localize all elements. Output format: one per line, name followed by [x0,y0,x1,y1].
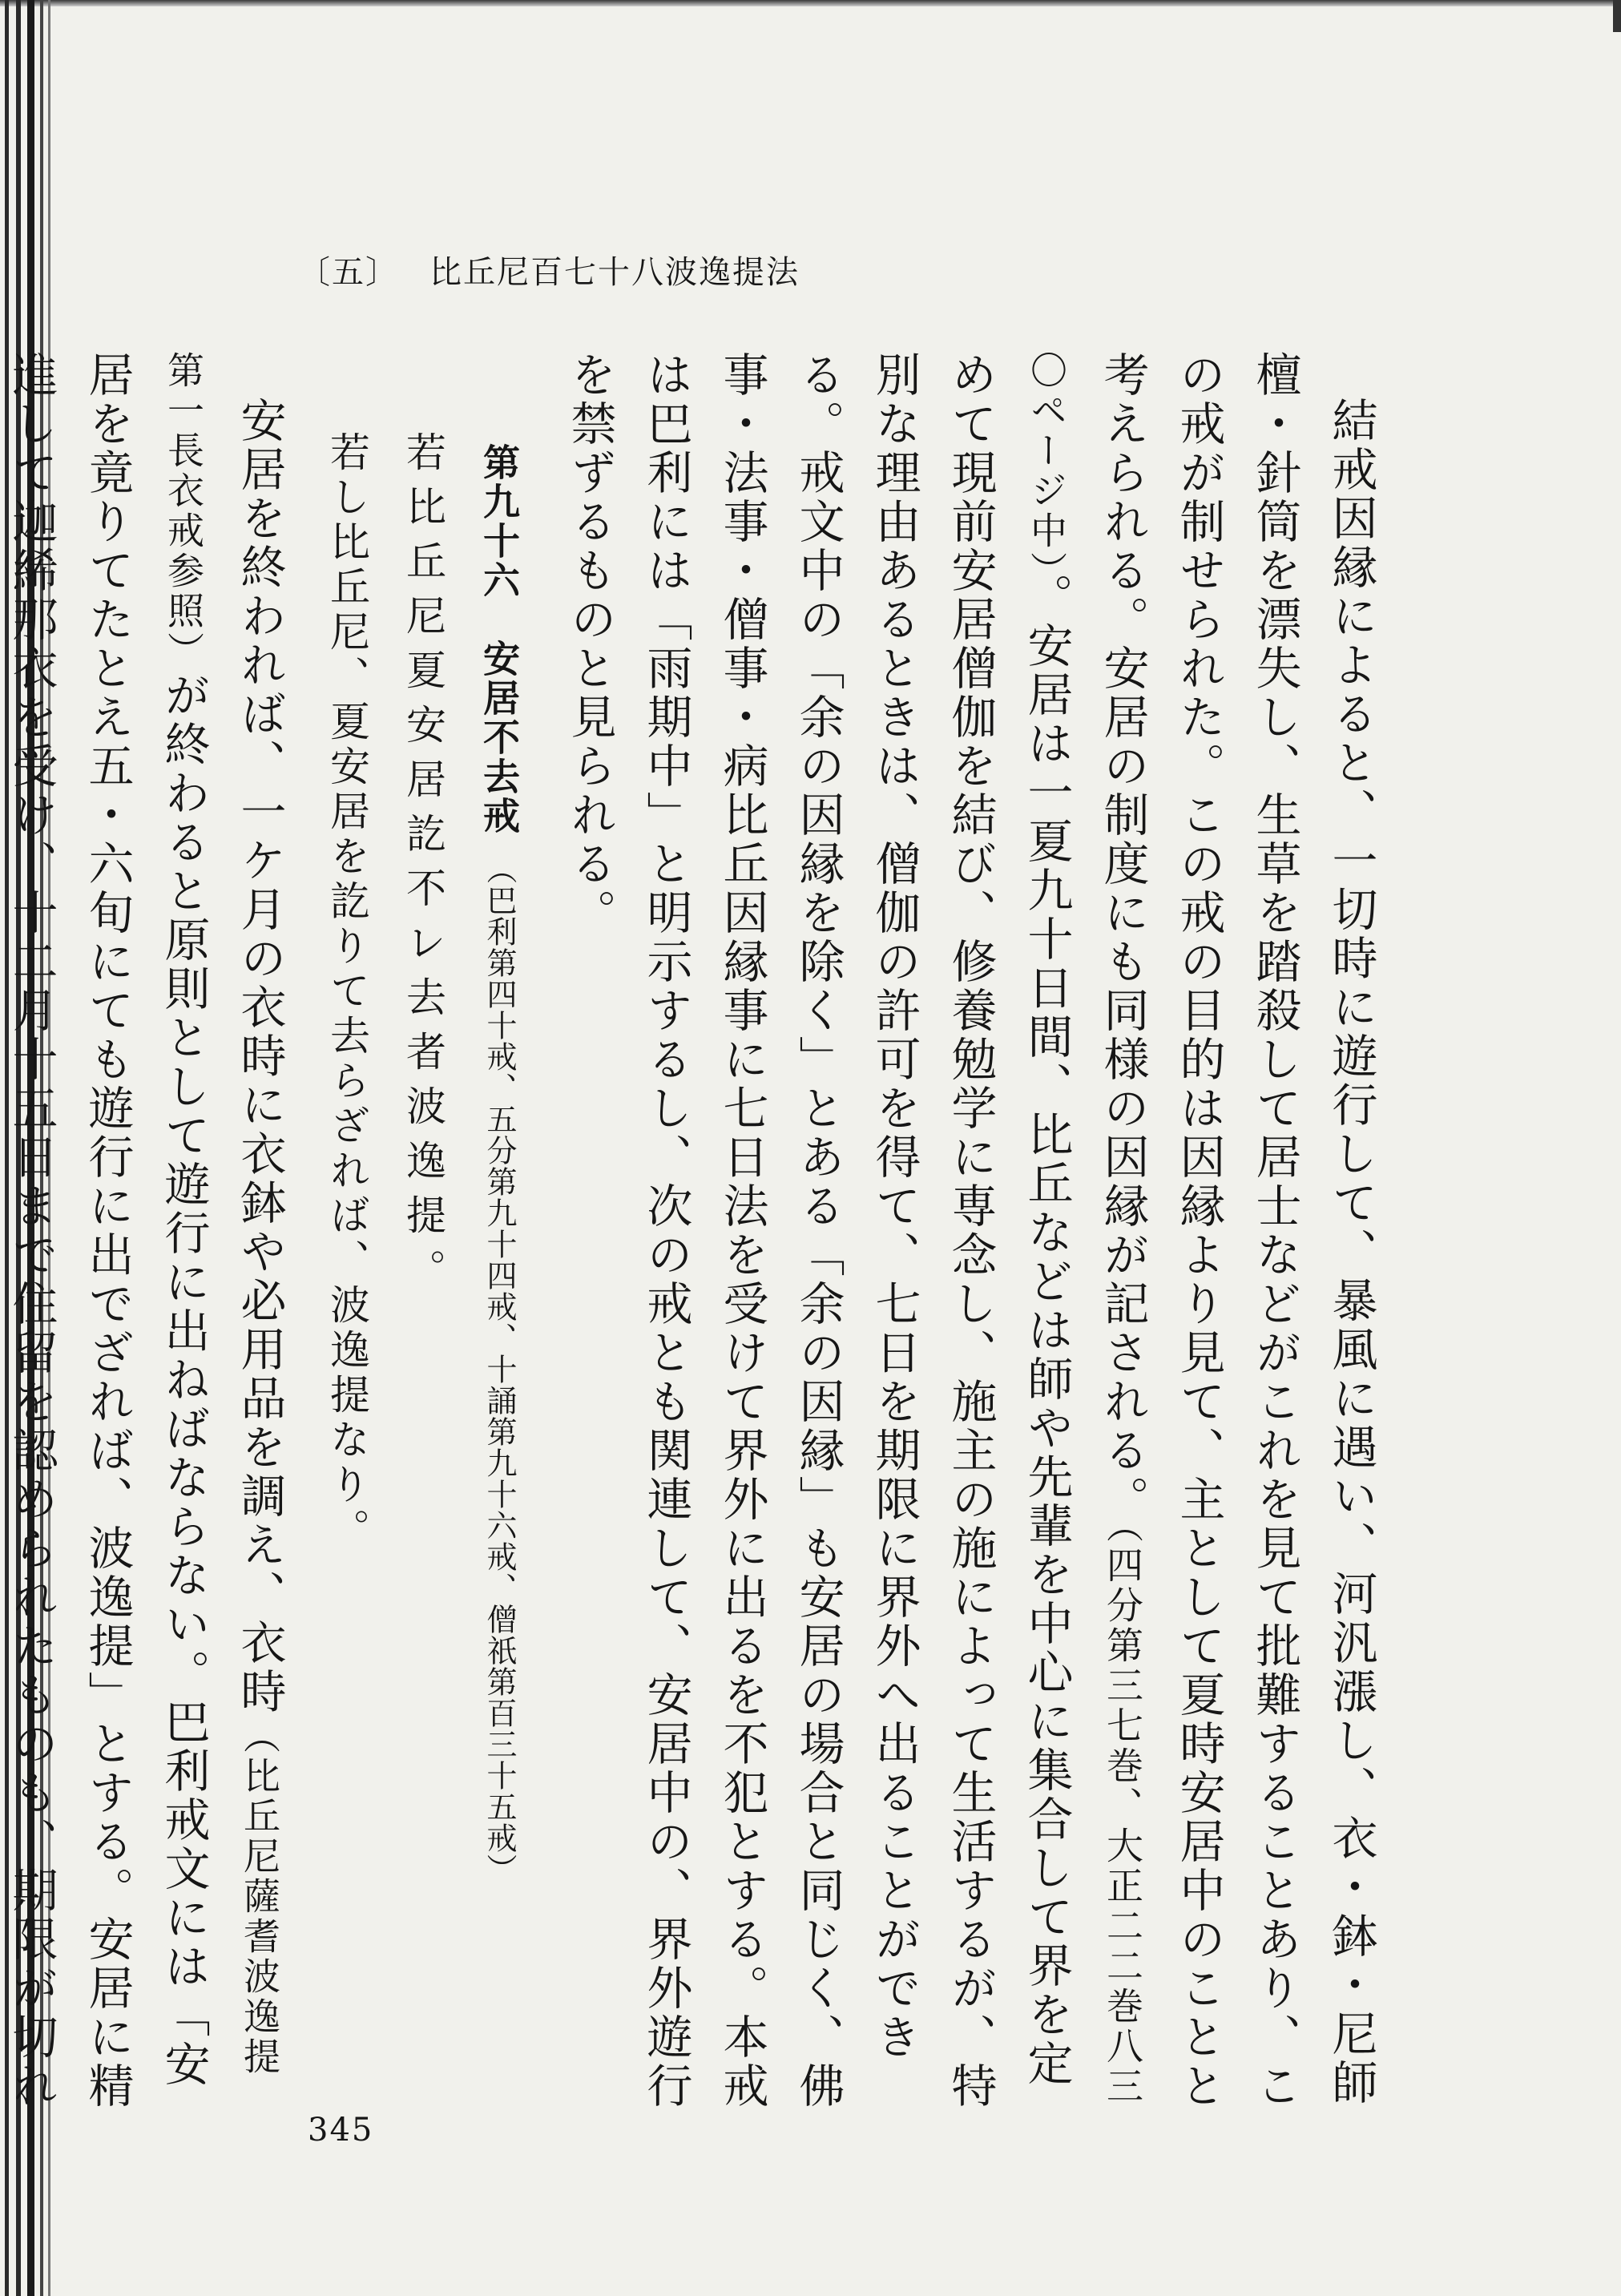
precept-text-reading: 若し比丘尼、夏安居を訖りて去らざれば、波逸提なり。 [324,431,370,1553]
paragraph-commentary [0,351,297,2114]
running-head [298,247,800,293]
paragraph-text: 。安居は一夏九十日間、比丘などは師や先輩を中心に集合して界を定めて現前安居僧伽を結び、修養勉学に専念し、施主の施によって生活するが、特別な理由あるときは、僧伽の許可を得て、七日を期限に界外へ出ることができる。戒文中の「余の因縁を除く」とある「余の因縁」も安居の場合と同じく、佛事・法事・僧事・病比丘因縁事に七日法を受けて界外に出るを不犯とする。本戒は巴利には「雨期中」と明示するし、次の戒とも関連して、安居中の、界外遊行を禁ずるものと見られる。 [563,351,1073,2111]
paragraph-text: 結戒因縁によると、一切時に遊行して、暴風に遇い、河汎漲し、衣・鉢・尼師檀・針筒を漂失し、生草を踏殺して居士などがこれを見て批難することあり、この戒が制せられた。この戒の目的は因縁より見て、主として夏時安居中のことと考えられる。安居の制度にも同様の因縁が記される。 [1096,351,1377,2111]
page-number: 345 [308,2112,374,2149]
vertical-text-block [5,351,1389,2114]
precept-references: （巴利第四十戒、五分第九十四戒、十誦第九十六戒、僧祇第百三十五戒） [482,853,517,1885]
paragraph-text: が終わると原則として遊行に出ねばならない。巴利戒文には「安居を竟りてたとえ五・六旬にても遊行に出でざれば、波逸提」とする。安居に精進して迦絺那衣を受け、十二月十五日まで住留を認められたものも、期限が切れ [5,351,210,2111]
precept-title: 第九十六 安居不去戒 [478,443,521,836]
precept-text-kanbun: 若比丘尼夏安居訖不レ去者波逸提。 [400,431,446,1303]
chapter-title: 比丘尼百七十八波逸提法 [429,254,800,291]
chapter-number: 〔五〕 [298,254,399,291]
scan-top-edge [0,0,1621,6]
citation: （四分第三七巻、大正二二巻八三〇ページ中） [1025,351,1144,2107]
citation: （比丘尼薩耆波逸提第一長衣戒参照） [162,351,281,2077]
precept-heading [461,351,537,2114]
scan-right-edge [1613,0,1621,32]
paragraph-text: 安居を終われば、一ケ月の衣時に衣鉢や必用品を調え、衣時 [233,397,286,1717]
paragraph-origin [551,351,1389,2114]
